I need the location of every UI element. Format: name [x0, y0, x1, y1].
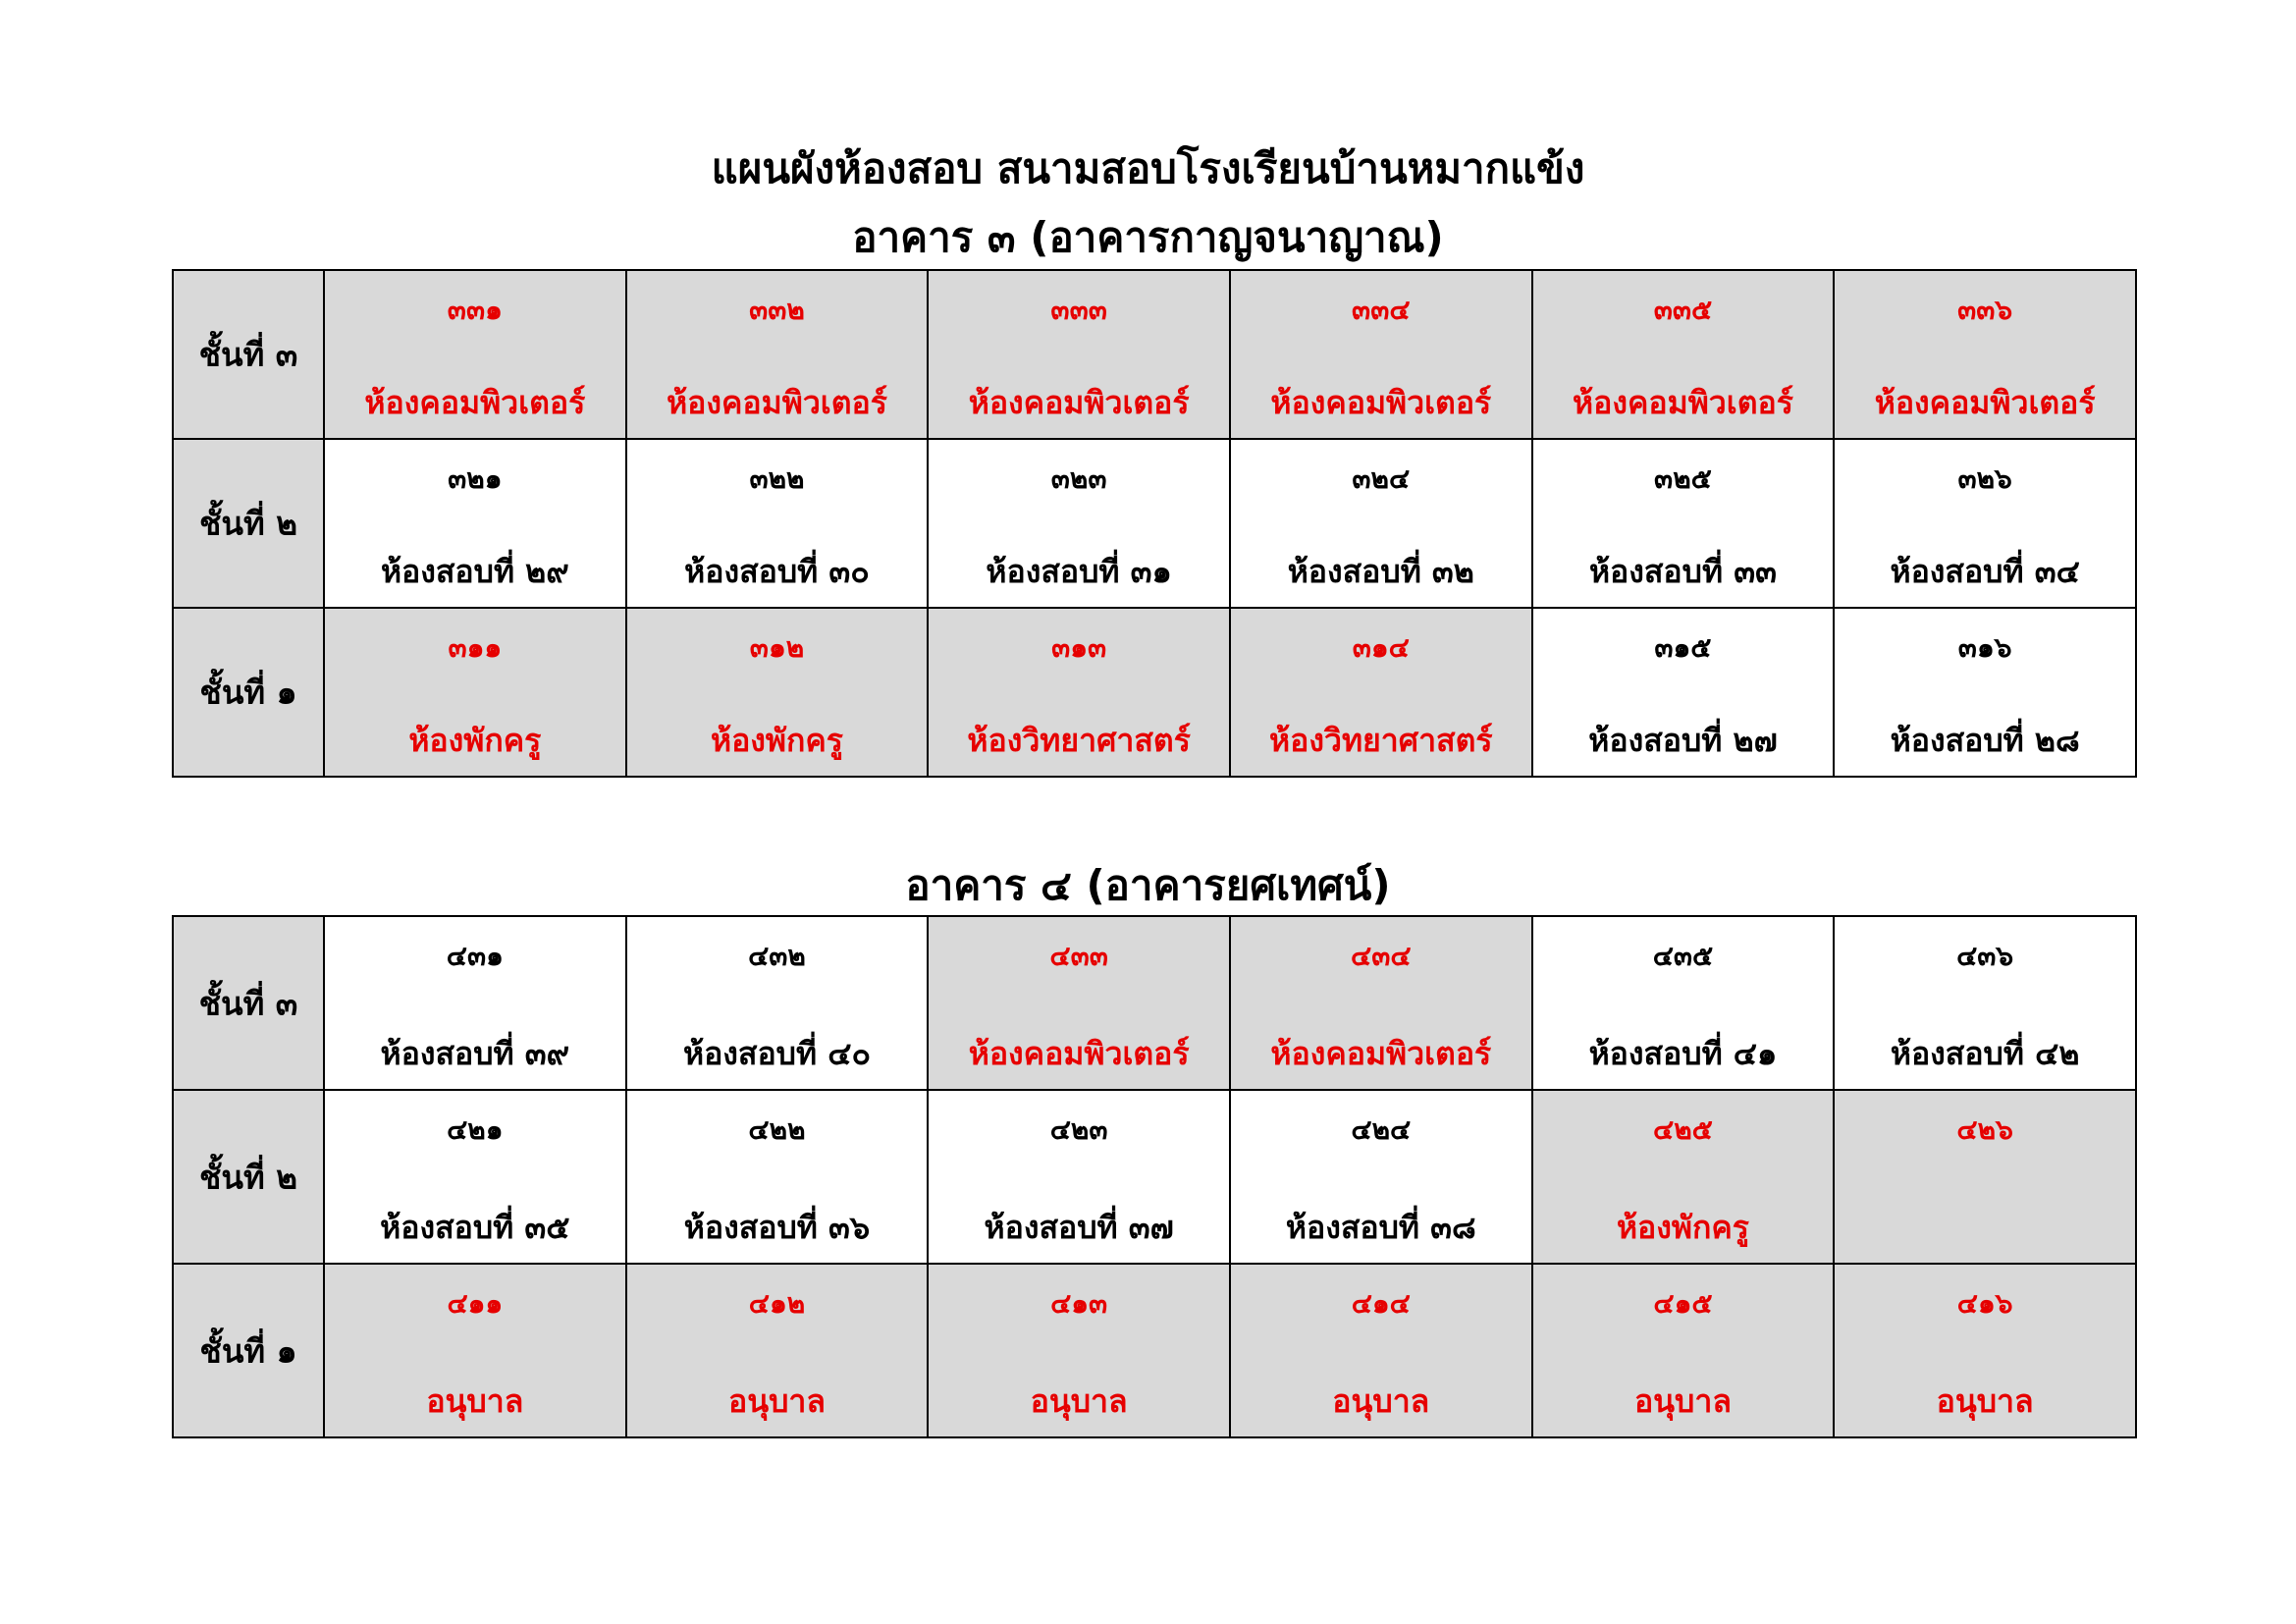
room-cell — [928, 1090, 1230, 1264]
room-cell — [1532, 608, 1835, 777]
floor-label-cell — [173, 1090, 324, 1264]
room-cell — [1230, 608, 1532, 777]
room-cell — [1834, 1090, 2136, 1264]
room-name: ห้องคอมพิวเตอร์ — [1573, 384, 1793, 421]
floor-label: ชั้นที่ ๑ — [199, 1331, 297, 1370]
room-cell — [626, 608, 929, 777]
floor-label-cell — [173, 439, 324, 608]
room-number: ๔๑๑ — [447, 1287, 504, 1320]
room-name: อนุบาล — [1936, 1382, 2034, 1420]
room-number: ๔๒๓ — [1049, 1113, 1108, 1146]
room-cell — [1834, 916, 2136, 1090]
room-cell — [324, 916, 626, 1090]
floor-label: ชั้นที่ ๒ — [199, 1158, 297, 1196]
room-number: ๔๒๕ — [1653, 1113, 1713, 1146]
room-name: ห้องสอบที่ ๔๒ — [1890, 1035, 2080, 1072]
room-number: ๓๑๔ — [1352, 631, 1410, 664]
floor-row — [173, 1090, 2136, 1264]
room-cell — [1230, 1264, 1532, 1437]
room-name: อนุบาล — [1633, 1382, 1732, 1420]
room-cell — [626, 1090, 929, 1264]
room-number: ๓๑๖ — [1957, 631, 2012, 664]
room-number: ๓๓๓ — [1050, 294, 1107, 326]
room-cell — [1532, 1264, 1835, 1437]
room-cell — [928, 270, 1230, 439]
floor-label: ชั้นที่ ๓ — [198, 984, 298, 1022]
building-3-title: อาคาร ๓ (อาคารกาญจนาญาณ) — [852, 213, 1444, 261]
floor-row — [173, 270, 2136, 439]
room-cell — [626, 1264, 929, 1437]
room-cell — [928, 608, 1230, 777]
floor-label: ชั้นที่ ๑ — [199, 673, 297, 712]
room-number: ๔๓๔ — [1351, 940, 1412, 972]
floor-row — [173, 608, 2136, 777]
room-name: อนุบาล — [1030, 1382, 1128, 1420]
room-number: ๔๒๔ — [1351, 1113, 1412, 1146]
room-name: ห้องสอบที่ ๓๑ — [986, 553, 1172, 590]
room-number: ๓๒๖ — [1957, 462, 2012, 495]
room-name: ห้องสอบที่ ๓๙ — [380, 1035, 570, 1072]
room-number: ๔๒๖ — [1956, 1113, 2013, 1146]
room-number: ๓๒๕ — [1654, 462, 1712, 495]
room-number: ๓๓๖ — [1957, 294, 2013, 326]
room-cell — [1834, 439, 2136, 608]
room-number: ๔๑๓ — [1050, 1287, 1108, 1320]
room-cell — [1532, 270, 1835, 439]
room-cell — [324, 1264, 626, 1437]
building-4-title: อาคาร ๔ (อาคารยศเทศน์) — [905, 861, 1391, 909]
room-number: ๓๓๒ — [749, 294, 805, 326]
room-number: ๓๒๓ — [1050, 462, 1107, 495]
room-number: ๔๑๕ — [1653, 1287, 1713, 1320]
room-name: ห้องคอมพิวเตอร์ — [667, 384, 887, 421]
room-cell — [1834, 1264, 2136, 1437]
room-number: ๓๓๕ — [1653, 294, 1713, 326]
room-number: ๓๓๑ — [447, 294, 503, 326]
room-name: ห้องพักครู — [1616, 1209, 1749, 1246]
room-number: ๔๓๑ — [446, 940, 504, 972]
room-number: ๓๑๓ — [1051, 631, 1107, 664]
room-number: ๔๑๒ — [748, 1287, 806, 1320]
room-number: ๓๒๔ — [1352, 462, 1411, 495]
room-number: ๔๓๕ — [1652, 940, 1714, 972]
floor-label: ชั้นที่ ๓ — [198, 335, 298, 374]
room-cell — [1834, 608, 2136, 777]
page-title: แผนผังห้องสอบ สนามสอบโรงเรียนบ้านหมากแข้ง — [711, 144, 1585, 192]
room-cell — [324, 439, 626, 608]
room-name: ห้องคอมพิวเตอร์ — [968, 384, 1190, 421]
room-name: ห้องคอมพิวเตอร์ — [364, 384, 586, 421]
room-name: ห้องคอมพิวเตอร์ — [1270, 384, 1492, 421]
room-cell — [1532, 916, 1835, 1090]
room-name: ห้องสอบที่ ๓๖ — [683, 1209, 871, 1246]
room-name: อนุบาล — [1332, 1382, 1430, 1420]
room-cell — [1532, 439, 1835, 608]
room-name: ห้องคอมพิวเตอร์ — [1270, 1035, 1492, 1072]
room-name: ห้องสอบที่ ๓๓ — [1588, 553, 1777, 590]
room-cell — [324, 270, 626, 439]
room-cell — [1230, 916, 1532, 1090]
floor-row — [173, 439, 2136, 608]
room-cell — [1834, 270, 2136, 439]
building-4-floor-plan — [172, 915, 2137, 1438]
floor-label-cell — [173, 608, 324, 777]
room-cell — [1230, 270, 1532, 439]
room-cell — [1230, 1090, 1532, 1264]
room-name: ห้องสอบที่ ๓๘ — [1285, 1209, 1476, 1246]
room-cell — [626, 916, 929, 1090]
room-cell — [324, 608, 626, 777]
room-name: ห้องสอบที่ ๓๗ — [984, 1209, 1174, 1246]
room-name: ห้องสอบที่ ๓๔ — [1890, 553, 2080, 590]
room-cell — [1230, 439, 1532, 608]
floor-row — [173, 1264, 2136, 1437]
room-name: ห้องพักครู — [710, 722, 843, 759]
room-name: ห้องสอบที่ ๔๐ — [682, 1035, 871, 1072]
floor-label-cell — [173, 916, 324, 1090]
room-number: ๔๑๔ — [1351, 1287, 1411, 1320]
room-number: ๔๑๖ — [1956, 1287, 2013, 1320]
room-cell — [928, 1264, 1230, 1437]
room-number: ๓๓๔ — [1352, 294, 1411, 326]
room-name: อนุบาล — [426, 1382, 524, 1420]
room-cell — [324, 1090, 626, 1264]
room-number: ๓๑๑ — [448, 631, 503, 664]
room-name: ห้องสอบที่ ๒๙ — [380, 553, 569, 590]
room-number: ๔๓๖ — [1956, 940, 2014, 972]
room-name: ห้องสอบที่ ๓๒ — [1287, 553, 1474, 590]
room-number: ๓๑๕ — [1654, 631, 1712, 664]
room-number: ๔๒๑ — [447, 1113, 504, 1146]
room-name: ห้องสอบที่ ๒๘ — [1890, 722, 2080, 759]
floor-label-cell — [173, 270, 324, 439]
room-name: ห้องสอบที่ ๓๕ — [380, 1209, 570, 1246]
room-number: ๔๓๓ — [1049, 940, 1108, 972]
room-number: ๔๒๒ — [748, 1113, 806, 1146]
floor-label: ชั้นที่ ๒ — [199, 504, 297, 543]
room-cell — [928, 916, 1230, 1090]
building-3-floor-plan — [172, 269, 2137, 778]
room-cell — [928, 439, 1230, 608]
room-number: ๓๒๑ — [448, 462, 503, 495]
room-cell — [626, 270, 929, 439]
room-name: ห้องพักครู — [408, 722, 542, 759]
floor-label-cell — [173, 1264, 324, 1437]
room-number: ๓๒๒ — [749, 462, 805, 495]
room-number: ๔๓๒ — [748, 940, 806, 972]
room-number: ๓๑๒ — [749, 631, 805, 664]
room-name: ห้องสอบที่ ๒๗ — [1588, 722, 1778, 759]
room-name: ห้องสอบที่ ๓๐ — [684, 553, 870, 590]
room-name: อนุบาล — [727, 1382, 826, 1420]
room-name: ห้องสอบที่ ๔๑ — [1588, 1035, 1778, 1072]
room-name: ห้องวิทยาศาสตร์ — [1269, 722, 1493, 759]
room-name: ห้องคอมพิวเตอร์ — [968, 1035, 1190, 1072]
room-name: ห้องวิทยาศาสตร์ — [967, 722, 1191, 759]
floor-row — [173, 916, 2136, 1090]
room-cell — [1532, 1090, 1835, 1264]
room-cell — [626, 439, 929, 608]
room-name: ห้องคอมพิวเตอร์ — [1874, 384, 2096, 421]
